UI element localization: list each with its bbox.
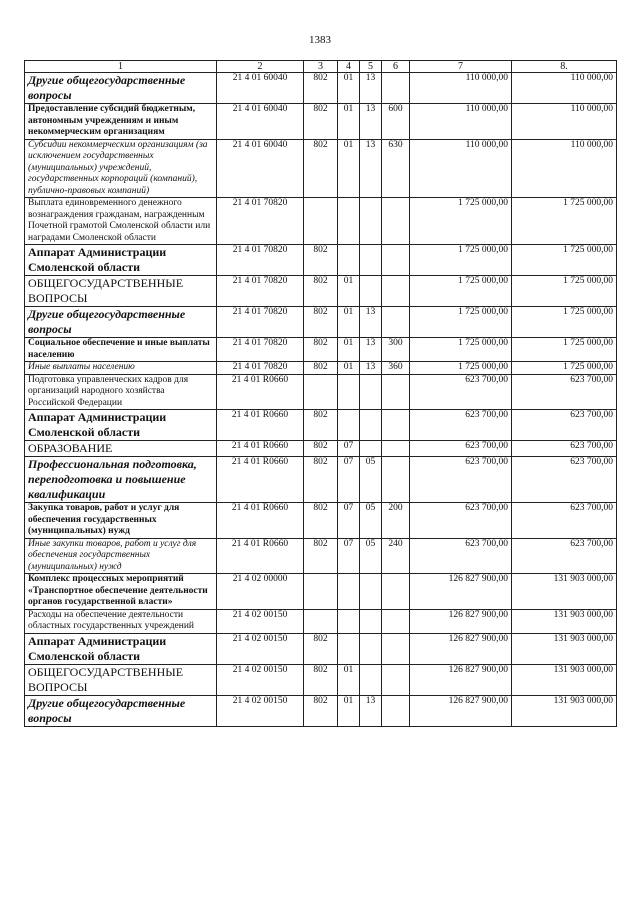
row-amount-1: 126 827 900,00 [410, 633, 512, 664]
row-name: ОБЩЕГОСУДАРСТВЕННЫЕ ВОПРОСЫ [25, 276, 217, 307]
row-expense-type [382, 457, 410, 503]
row-amount-2: 1 725 000,00 [512, 307, 617, 338]
row-code: 21 4 02 00150 [217, 664, 304, 695]
row-ministry: 802 [304, 245, 338, 276]
row-ministry: 802 [304, 457, 338, 503]
table-row [25, 457, 617, 503]
row-name: Подготовка управленческих кадров для организаций народного хозяйства Российской Федерации [25, 374, 217, 410]
row-subsection: 13 [360, 73, 382, 104]
table-row [25, 441, 617, 457]
header-cell: 3 [304, 61, 338, 73]
row-ministry [304, 374, 338, 410]
row-amount-1: 623 700,00 [410, 503, 512, 539]
row-amount-2: 110 000,00 [512, 139, 617, 198]
row-name: Расходы на обеспечение деятельности областных государственных учреждений [25, 609, 217, 633]
table-row [25, 574, 617, 610]
row-expense-type [382, 633, 410, 664]
row-code: 21 4 01 70820 [217, 245, 304, 276]
row-amount-1: 110 000,00 [410, 73, 512, 104]
row-amount-1: 1 725 000,00 [410, 307, 512, 338]
row-subsection [360, 410, 382, 441]
row-section: 01 [338, 362, 360, 375]
row-section: 07 [338, 441, 360, 457]
row-name: Социальное обеспечение и иные выплаты населению [25, 338, 217, 362]
row-name: Субсидии некоммерческим организациям (за исключением государственных (муниципальных) учреждений, государственных корпораций (компаний), публично-правовых компаний) [25, 139, 217, 198]
row-subsection: 13 [360, 695, 382, 726]
row-expense-type [382, 73, 410, 104]
row-code: 21 4 02 00150 [217, 633, 304, 664]
table-row [25, 664, 617, 695]
row-code: 21 4 01 60040 [217, 104, 304, 140]
header-row [25, 61, 617, 73]
row-code: 21 4 02 00000 [217, 574, 304, 610]
row-amount-2: 131 903 000,00 [512, 695, 617, 726]
row-amount-2: 1 725 000,00 [512, 276, 617, 307]
table-row [25, 73, 617, 104]
row-expense-type [382, 574, 410, 610]
row-amount-2: 623 700,00 [512, 441, 617, 457]
row-code: 21 4 01 70820 [217, 338, 304, 362]
row-amount-1: 110 000,00 [410, 139, 512, 198]
row-amount-2: 623 700,00 [512, 538, 617, 574]
row-section: 01 [338, 104, 360, 140]
row-name: Другие общегосударственные вопросы [25, 695, 217, 726]
table-body [25, 61, 617, 727]
table-row [25, 695, 617, 726]
row-amount-2: 623 700,00 [512, 457, 617, 503]
row-section [338, 198, 360, 245]
budget-table [24, 60, 617, 727]
row-expense-type [382, 374, 410, 410]
row-code: 21 4 01 70820 [217, 307, 304, 338]
row-subsection [360, 609, 382, 633]
row-expense-type [382, 441, 410, 457]
row-amount-2: 131 903 000,00 [512, 574, 617, 610]
table-row [25, 362, 617, 375]
row-code: 21 4 01 70820 [217, 276, 304, 307]
row-ministry: 802 [304, 307, 338, 338]
row-name: ОБЩЕГОСУДАРСТВЕННЫЕ ВОПРОСЫ [25, 664, 217, 695]
row-expense-type: 360 [382, 362, 410, 375]
row-amount-1: 1 725 000,00 [410, 362, 512, 375]
row-ministry: 802 [304, 338, 338, 362]
row-code: 21 4 01 R0660 [217, 374, 304, 410]
row-expense-type [382, 664, 410, 695]
header-cell: 8. [512, 61, 617, 73]
row-ministry [304, 609, 338, 633]
row-subsection [360, 441, 382, 457]
row-amount-1: 1 725 000,00 [410, 198, 512, 245]
row-amount-2: 1 725 000,00 [512, 245, 617, 276]
row-amount-2: 131 903 000,00 [512, 664, 617, 695]
row-name: Закупка товаров, работ и услуг для обеспечения государственных (муниципальных) нужд [25, 503, 217, 539]
row-code: 21 4 02 00150 [217, 695, 304, 726]
row-subsection [360, 633, 382, 664]
row-ministry: 802 [304, 695, 338, 726]
row-amount-1: 623 700,00 [410, 374, 512, 410]
row-subsection [360, 664, 382, 695]
row-expense-type [382, 276, 410, 307]
row-subsection: 13 [360, 104, 382, 140]
row-section: 01 [338, 338, 360, 362]
header-cell: 2 [217, 61, 304, 73]
row-subsection: 13 [360, 362, 382, 375]
row-section [338, 245, 360, 276]
header-cell: 6 [382, 61, 410, 73]
row-expense-type [382, 198, 410, 245]
row-subsection: 13 [360, 338, 382, 362]
row-amount-1: 126 827 900,00 [410, 664, 512, 695]
table-row [25, 410, 617, 441]
row-code: 21 4 01 R0660 [217, 410, 304, 441]
row-section: 07 [338, 503, 360, 539]
header-cell: 5 [360, 61, 382, 73]
row-code: 21 4 01 60040 [217, 73, 304, 104]
row-code: 21 4 01 R0660 [217, 538, 304, 574]
row-expense-type: 600 [382, 104, 410, 140]
row-section: 01 [338, 695, 360, 726]
row-name: Иные выплаты населению [25, 362, 217, 375]
row-ministry: 802 [304, 139, 338, 198]
row-expense-type: 300 [382, 338, 410, 362]
row-ministry: 802 [304, 633, 338, 664]
row-name: Комплекс процессных мероприятий «Транспортное обеспечение деятельности органов государственной власти» [25, 574, 217, 610]
row-ministry: 802 [304, 362, 338, 375]
table-row [25, 307, 617, 338]
row-expense-type: 200 [382, 503, 410, 539]
row-code: 21 4 01 60040 [217, 139, 304, 198]
table-row [25, 538, 617, 574]
row-amount-2: 131 903 000,00 [512, 633, 617, 664]
row-subsection: 05 [360, 538, 382, 574]
row-expense-type: 630 [382, 139, 410, 198]
row-name: Другие общегосударственные вопросы [25, 73, 217, 104]
row-amount-1: 623 700,00 [410, 457, 512, 503]
row-subsection: 13 [360, 307, 382, 338]
header-cell: 4 [338, 61, 360, 73]
row-subsection: 13 [360, 139, 382, 198]
table-row [25, 104, 617, 140]
row-code: 21 4 01 70820 [217, 362, 304, 375]
row-section [338, 374, 360, 410]
row-ministry: 802 [304, 276, 338, 307]
row-subsection: 05 [360, 457, 382, 503]
row-section: 07 [338, 538, 360, 574]
table-row [25, 633, 617, 664]
row-subsection: 05 [360, 503, 382, 539]
row-expense-type: 240 [382, 538, 410, 574]
row-amount-2: 110 000,00 [512, 73, 617, 104]
row-ministry [304, 574, 338, 610]
row-amount-1: 110 000,00 [410, 104, 512, 140]
row-subsection [360, 374, 382, 410]
header-cell: 7 [410, 61, 512, 73]
row-amount-1: 1 725 000,00 [410, 338, 512, 362]
page-number: 1383 [309, 34, 331, 46]
row-amount-2: 1 725 000,00 [512, 362, 617, 375]
row-name: Предоставление субсидий бюджетным, автономным учреждениям и иным некоммерческим организациям [25, 104, 217, 140]
row-ministry: 802 [304, 503, 338, 539]
row-amount-1: 126 827 900,00 [410, 574, 512, 610]
row-subsection [360, 276, 382, 307]
table-row [25, 374, 617, 410]
row-name: Другие общегосударственные вопросы [25, 307, 217, 338]
row-section: 01 [338, 664, 360, 695]
row-name: Иные закупки товаров, работ и услуг для обеспечения государственных (муниципальных) нужд [25, 538, 217, 574]
row-expense-type [382, 245, 410, 276]
row-ministry: 802 [304, 410, 338, 441]
row-code: 21 4 01 R0660 [217, 441, 304, 457]
row-ministry: 802 [304, 538, 338, 574]
row-name: Профессиональная подготовка, переподготовка и повышение квалификации [25, 457, 217, 503]
row-amount-2: 623 700,00 [512, 503, 617, 539]
row-expense-type [382, 410, 410, 441]
row-expense-type [382, 695, 410, 726]
row-section [338, 633, 360, 664]
table-row [25, 609, 617, 633]
row-expense-type [382, 307, 410, 338]
table-row [25, 338, 617, 362]
row-name: ОБРАЗОВАНИЕ [25, 441, 217, 457]
row-amount-1: 623 700,00 [410, 441, 512, 457]
row-subsection [360, 574, 382, 610]
table-row [25, 503, 617, 539]
row-code: 21 4 02 00150 [217, 609, 304, 633]
row-amount-1: 1 725 000,00 [410, 276, 512, 307]
row-amount-2: 131 903 000,00 [512, 609, 617, 633]
row-ministry: 802 [304, 664, 338, 695]
table-row [25, 276, 617, 307]
table-row [25, 139, 617, 198]
row-amount-2: 110 000,00 [512, 104, 617, 140]
row-name: Выплата единовременного денежного вознаграждения гражданам, награжденным Почетной грамотой Смоленской области или наградами Смоленской области [25, 198, 217, 245]
row-amount-1: 126 827 900,00 [410, 609, 512, 633]
row-amount-2: 1 725 000,00 [512, 338, 617, 362]
row-name: Аппарат Администрации Смоленской области [25, 245, 217, 276]
header-cell: 1 [25, 61, 217, 73]
row-section: 01 [338, 307, 360, 338]
row-subsection [360, 198, 382, 245]
row-section: 01 [338, 73, 360, 104]
row-code: 21 4 01 R0660 [217, 457, 304, 503]
row-amount-1: 126 827 900,00 [410, 695, 512, 726]
table-row [25, 245, 617, 276]
row-code: 21 4 01 70820 [217, 198, 304, 245]
row-amount-1: 623 700,00 [410, 410, 512, 441]
row-subsection [360, 245, 382, 276]
row-ministry: 802 [304, 104, 338, 140]
row-amount-2: 1 725 000,00 [512, 198, 617, 245]
row-section: 01 [338, 139, 360, 198]
row-code: 21 4 01 R0660 [217, 503, 304, 539]
row-section [338, 574, 360, 610]
row-ministry: 802 [304, 441, 338, 457]
row-section [338, 410, 360, 441]
row-section: 07 [338, 457, 360, 503]
row-amount-2: 623 700,00 [512, 374, 617, 410]
row-name: Аппарат Администрации Смоленской области [25, 633, 217, 664]
row-amount-2: 623 700,00 [512, 410, 617, 441]
row-section [338, 609, 360, 633]
table-row [25, 198, 617, 245]
row-ministry: 802 [304, 73, 338, 104]
row-name: Аппарат Администрации Смоленской области [25, 410, 217, 441]
row-section: 01 [338, 276, 360, 307]
row-amount-1: 623 700,00 [410, 538, 512, 574]
row-amount-1: 1 725 000,00 [410, 245, 512, 276]
row-ministry [304, 198, 338, 245]
row-expense-type [382, 609, 410, 633]
